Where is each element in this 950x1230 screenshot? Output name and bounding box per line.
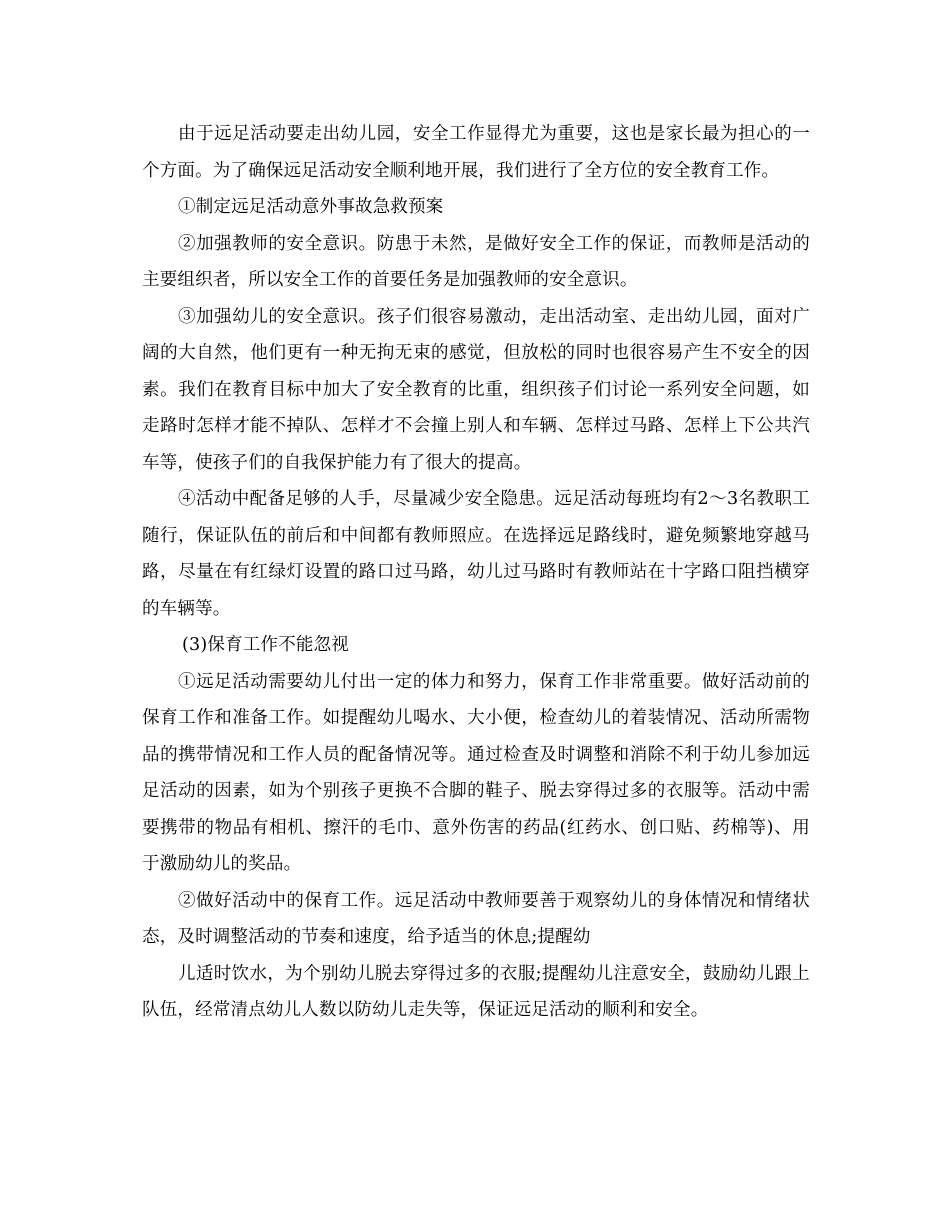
paragraph-staffing: ④活动中配备足够的人手，尽量减少安全隐患。远足活动每班均有2～3名教职工随行，保证队伍的前后和中间都有教师照应。在选择远足路线时，避免频繁地穿越马路，尽量在有红绿灯设置的路口过马路，幼儿过马路时有教师站在十字路口阻挡横穿的车辆等。 bbox=[142, 489, 810, 619]
paragraph-care-preparation: ①远足活动需要幼儿付出一定的体力和努力，保育工作非常重要。做好活动前的保育工作和准备工作。如提醒幼儿喝水、大小便，检查幼儿的着装情况、活动所需物品的携带情况和工作人员的配备情况等。通过检查及时调整和消除不利于幼儿参加远足活动的因素，如为个别孩子更换不合脚的鞋子、脱去穿得过多的衣服等。活动中需要携带的物品有相机、擦汗的毛巾、意外伤害的药品(红药水、创口贴、药棉等)、用于激励幼儿的奖品。 bbox=[142, 671, 810, 874]
paragraph-child-safety: ③加强幼儿的安全意识。孩子们很容易激动，走出活动室、走出幼儿园，面对广阔的大自然，他们更有一种无拘无束的感觉，但放松的同时也很容易产生不安全的因素。我们在教育目标中加大了安全教育的比重，组织孩子们讨论一系列安全问题，如走路时怎样才能不掉队、怎样才不会撞上别人和车辆、怎样过马路、怎样上下公共汽车等，使孩子们的自我保护能力有了很大的提高。 bbox=[142, 306, 810, 473]
paragraph-emergency-plan: ①制定远足活动意外事故急救预案 bbox=[178, 197, 444, 217]
document-body bbox=[142, 116, 810, 1029]
paragraph-intro: 由于远足活动要走出幼儿园，安全工作显得尤为重要，这也是家长最为担心的一个方面。为了确保远足活动安全顺利地开展，我们进行了全方位的安全教育工作。 bbox=[142, 124, 810, 181]
paragraph-teacher-safety: ②加强教师的安全意识。防患于未然，是做好安全工作的保证，而教师是活动的主要组织者，所以安全工作的首要任务是加强教师的安全意识。 bbox=[142, 233, 810, 290]
paragraph-care-continued: 儿适时饮水，为个别幼儿脱去穿得过多的衣服;提醒幼儿注意安全，鼓励幼儿跟上队伍，经常清点幼儿人数以防幼儿走失等，保证远足活动的顺利和安全。 bbox=[142, 963, 810, 1020]
paragraph-care-during-activity: ②做好活动中的保育工作。远足活动中教师要善于观察幼儿的身体情况和情绪状态，及时调整活动的节奏和速度，给予适当的休息;提醒幼 bbox=[142, 890, 810, 947]
section-heading-care-work: (3)保育工作不能忽视 bbox=[182, 635, 349, 655]
